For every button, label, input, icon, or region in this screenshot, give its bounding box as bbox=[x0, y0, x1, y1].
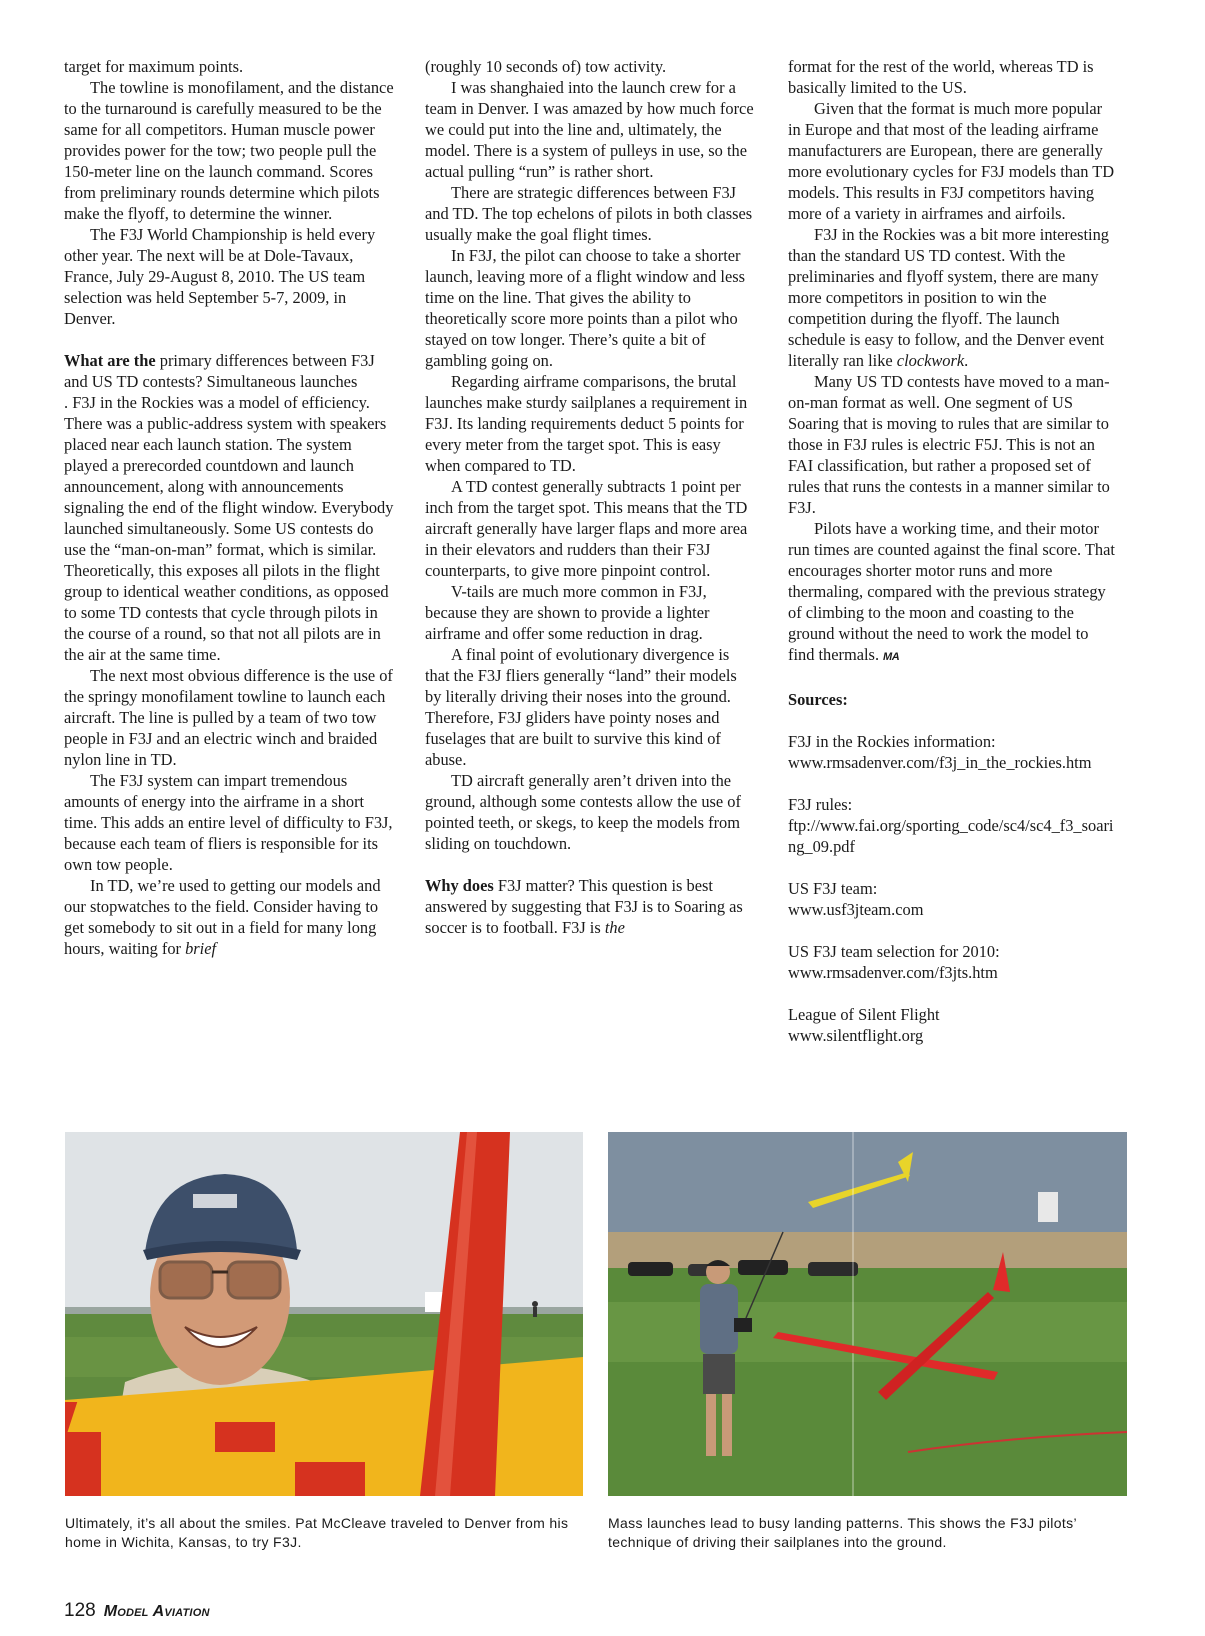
source-link[interactable]: www.rmsadenver.com/f3j_in_the_rockies.htm bbox=[788, 753, 1092, 772]
caption-right: Mass launches lead to busy landing patterns. This shows the F3J pilots’ technique of driving their sailplanes into the ground. bbox=[608, 1515, 1077, 1550]
paragraph: A final point of evolutionary divergence is that the F3J fliers generally “land” their models by literally driving their noses into the ground. Therefore, F3J gliders have pointy noses and fuselages that are built to survive this kind of abuse. bbox=[425, 645, 737, 769]
magazine-name: Model Aviation bbox=[103, 1603, 210, 1620]
paragraph: format for the rest of the world, whereas TD is basically limited to the US. bbox=[788, 57, 1094, 97]
photo-illustration bbox=[65, 1132, 583, 1496]
paragraph-text: In TD, we’re used to getting our models and our stopwatches to the field. Consider having to get somebody to sit out in a field for many long hours, waiting for bbox=[64, 876, 381, 958]
source-label: US F3J team: bbox=[788, 879, 878, 898]
paragraph: I was shanghaied into the launch crew for a team in Denver. I was amazed by how much force we could put into the line and, ultimately, the model. There is a system of pulleys in use, so the actual pulling “run” is rather short. bbox=[425, 78, 754, 181]
source-link[interactable]: www.rmsadenver.com/f3jts.htm bbox=[788, 963, 998, 982]
paragraph bbox=[788, 518, 1118, 668]
paragraph: The towline is monofilament, and the distance to the turnaround is carefully measured to be the same for all competitors. Human muscle power provides power for the tow; two people pull the 150-meter line on the launch command. Scores from preliminary rounds determine which pilots make the flyoff, to determine the winner. bbox=[64, 78, 394, 223]
paragraph: In F3J, the pilot can choose to take a shorter launch, leaving more of a flight window and less time on the line. That gives the ability to theoretically score more points than a pilot who stayed on tow longer. There’s quite a bit of gambling going on. bbox=[425, 246, 745, 370]
subhead-paragraph bbox=[64, 350, 394, 392]
caption-left: Ultimately, it’s all about the smiles. Pat McCleave traveled to Denver from his home in Wichita, Kansas, to try F3J. bbox=[65, 1515, 569, 1550]
paragraph: (roughly 10 seconds of) tow activity. bbox=[425, 57, 667, 76]
paragraph: Many US TD contests have moved to a man-on-man format as well. One segment of US Soaring that is moving to rules that are similar to those in F3J rules is electric F5J. This is not an FAI classification, but rather a proposed set of rules that runs the contests in a manner similar to F3J. bbox=[788, 372, 1110, 517]
sources-heading: Sources: bbox=[788, 690, 848, 709]
end-mark: MA bbox=[883, 651, 900, 663]
paragraph: Regarding airframe comparisons, the brutal launches make sturdy sailplanes a requirement in F3J. Its landing requirements deduct 5 points for every meter from the target spot. This is easy when compared to TD. bbox=[425, 372, 748, 475]
article-column-3 bbox=[788, 56, 1118, 1046]
subhead-paragraph bbox=[425, 875, 755, 938]
article-column-2 bbox=[425, 56, 755, 938]
source-label: F3J rules: bbox=[788, 795, 853, 814]
paragraph: The F3J system can impart tremendous amounts of energy into the airframe in a short time. This adds an entire level of difficulty to F3J, because each team of fliers is responsible for its own tow people. bbox=[64, 771, 393, 874]
paragraph: . F3J in the Rockies was a model of efficiency. There was a public-address system with speakers placed near each launch station. The system played a prerecorded countdown and launch announcement, along with announcements signaling the end of the flight window. Everybody launched simultaneously. Some US contests do use the “man-on-man” format, which is similar. Theoretically, this exposes all pilots in the flight group to identical weather conditions, as opposed to some TD contests that cycle through pilots in the course of a round, so that not all pilots are in the air at the same time. bbox=[64, 393, 394, 664]
paragraph: TD aircraft generally aren’t driven into the ground, although some contests allow the use of pointed teeth, or skegs, to keep the models from sliding on touchdown. bbox=[425, 771, 741, 853]
italic-word: the bbox=[604, 918, 625, 937]
source-link[interactable]: www.usf3jteam.com bbox=[788, 900, 924, 919]
paragraph: The F3J World Championship is held every other year. The next will be at Dole-Tavaux, France, July 29-August 8, 2010. The US team selection was held September 5-7, 2009, in Denver. bbox=[64, 225, 376, 328]
italic-word: clockwork bbox=[896, 351, 965, 370]
photo-pilot-smiling bbox=[65, 1132, 583, 1496]
italic-word: brief bbox=[185, 939, 217, 958]
page-folio bbox=[64, 1600, 210, 1622]
run-in-subhead: Why does bbox=[425, 876, 494, 895]
source-label: League of Silent Flight bbox=[788, 1005, 940, 1024]
source-link[interactable]: ftp://www.fai.org/sporting_code/sc4/sc4_f3_soaring_09.pdf bbox=[788, 816, 1114, 856]
paragraph-text: Pilots have a working time, and their motor run times are counted against the final score. That encourages shorter motor runs and more thermaling, compared with the previous strategy of climbing to the moon and coasting to the ground without the need to work the model to find thermals. bbox=[788, 519, 1115, 664]
photo-illustration bbox=[608, 1132, 1127, 1496]
paragraph-text: F3J in the Rockies was a bit more interesting than the standard US TD contest. With the preliminaries and flyoff system, there are many more competitors in position to win the competition during the flyoff. The launch schedule is easy to follow, and the Denver event literally ran like bbox=[788, 225, 1109, 370]
photo-mass-launch bbox=[608, 1132, 1127, 1496]
paragraph: F3J in the Rockies was a bit more interesting than the standard US TD contest. With the preliminaries and flyoff system, there are many more competitors in position to win the competition during the flyoff. The launch schedule is easy to follow, and the Denver event literally ran like clockwork. bbox=[788, 225, 1109, 370]
paragraph: target for maximum points. bbox=[64, 57, 244, 76]
paragraph: V-tails are much more common in F3J, because they are shown to provide a lighter airframe and offer some reduction in drag. bbox=[425, 582, 710, 643]
run-in-subhead: What are the bbox=[64, 351, 156, 370]
paragraph: Given that the format is much more popular in Europe and that most of the leading airframe manufacturers are European, there are generally more evolutionary cycles for F3J models than TD models. This results in F3J competitors having more of a variety in airframes and airfoils. bbox=[788, 99, 1115, 223]
paragraph: A TD contest generally subtracts 1 point per inch from the target spot. This means that the TD aircraft generally have larger flaps and more area in their elevators and rudders than their F3J counterparts, to give more pinpoint control. bbox=[425, 477, 748, 580]
subhead-text: primary differences between F3J and US TD contests? Simultaneous launches bbox=[64, 351, 375, 391]
paragraph: There are strategic differences between F3J and TD. The top echelons of pilots in both classes usually make the goal flight times. bbox=[425, 183, 753, 244]
article-column-1 bbox=[64, 56, 394, 959]
page-number: 128 bbox=[64, 1600, 96, 1621]
paragraph-text: F3J matter? This question is best answered by suggesting that F3J is to Soaring as soccer is to football. F3J is bbox=[425, 876, 743, 937]
source-link[interactable]: www.silentflight.org bbox=[788, 1026, 924, 1045]
source-label: US F3J team selection for 2010: bbox=[788, 942, 1000, 961]
paragraph bbox=[64, 875, 394, 959]
source-label: F3J in the Rockies information: bbox=[788, 732, 996, 751]
paragraph: The next most obvious difference is the use of the springy monofilament towline to launch each aircraft. The line is pulled by a team of two tow people in F3J and an electric winch and braided nylon line in TD. bbox=[64, 666, 393, 769]
